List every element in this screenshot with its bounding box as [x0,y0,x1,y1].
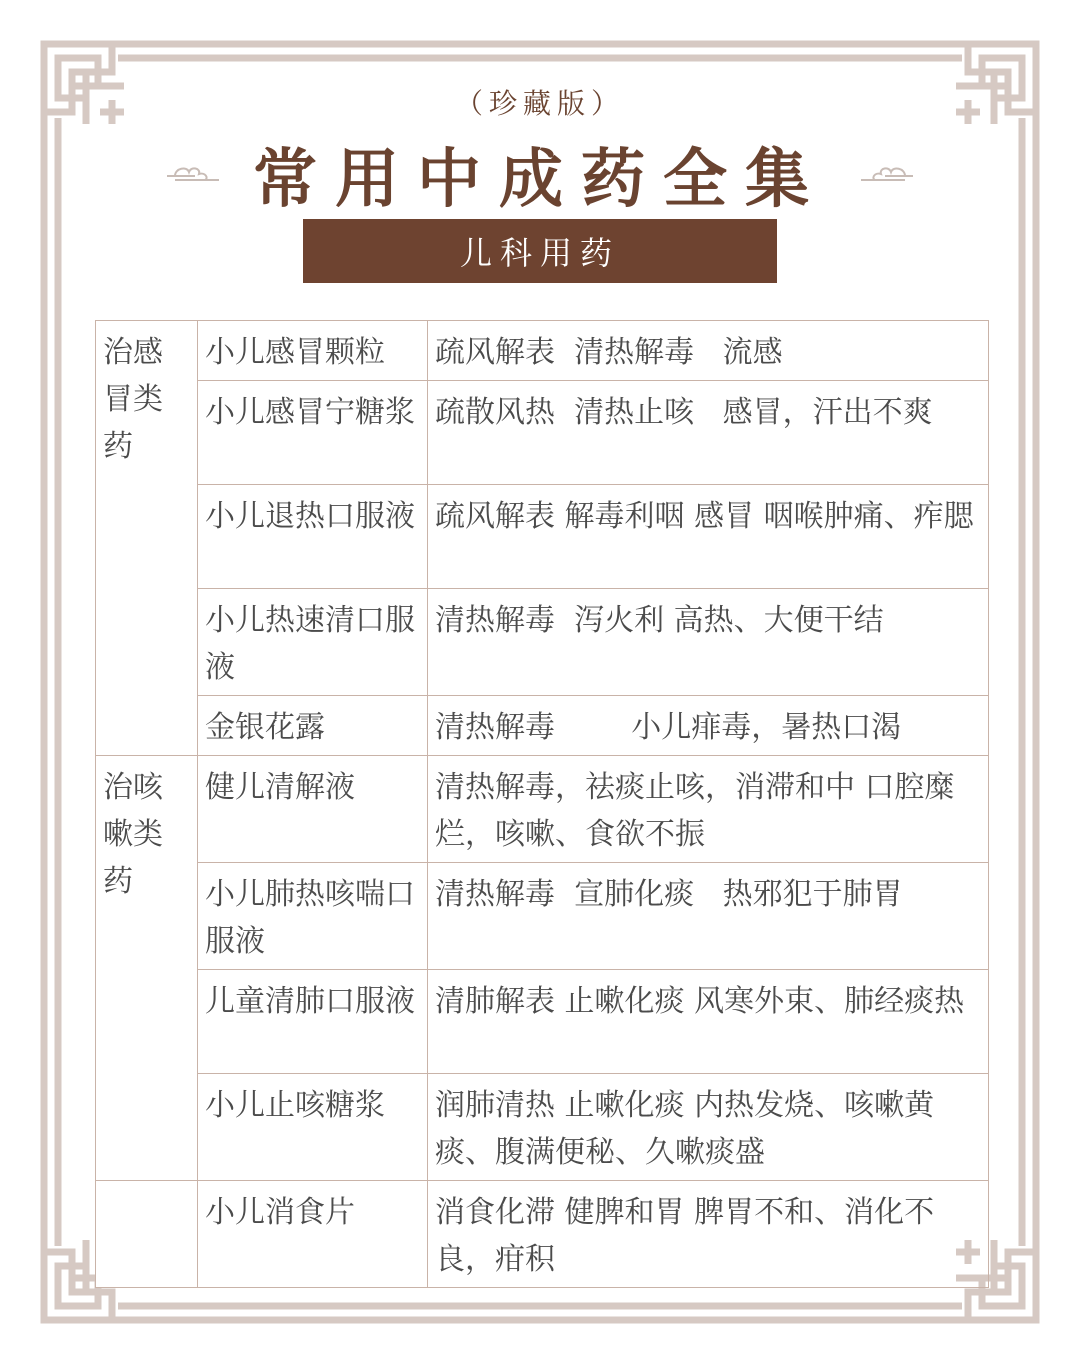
category-cough: 治咳嗽类药 [96,756,198,1181]
section-banner: 儿科用药 [303,219,777,283]
medicine-name: 小儿止咳糖浆 [198,1074,428,1181]
medicine-effect: 清热解毒 泻火利 高热、大便干结 [428,589,989,696]
medicine-name: 小儿退热口服液 [198,485,428,589]
table-row [96,756,989,863]
table-row [96,321,989,381]
cloud-ornament-right-icon [860,160,915,184]
category-cold: 治感冒类药 [96,321,198,756]
table-row [96,863,989,970]
table-row [96,485,989,589]
medicine-name: 小儿感冒宁糖浆 [198,381,428,485]
medicine-name: 小儿感冒颗粒 [198,321,428,381]
medicine-effect: 清热解毒 宣肺化痰 热邪犯于肺胃 [428,863,989,970]
medicine-name: 小儿消食片 [198,1181,428,1288]
medicine-name: 小儿热速清口服液 [198,589,428,696]
medicine-effect: 润肺清热 止嗽化痰 内热发烧、咳嗽黄痰、腹满便秘、久嗽痰盛 [428,1074,989,1181]
medicine-effect: 清肺解表 止嗽化痰 风寒外束、肺经痰热 [428,970,989,1074]
subtitle: （珍藏版） [454,87,625,120]
medicine-name: 金银花露 [198,696,428,756]
medicine-effect: 疏散风热 清热止咳 感冒，汗出不爽 [428,381,989,485]
medicine-table [95,320,989,1288]
table-row [96,696,989,756]
medicine-name: 儿童清肺口服液 [198,970,428,1074]
page-title: 常用中成药全集 [253,142,827,217]
table-row [96,589,989,696]
category-digestion [96,1181,198,1288]
medicine-name: 小儿肺热咳喘口服液 [198,863,428,970]
medicine-effect: 消食化滞 健脾和胃 脾胃不和、消化不良，疳积 [428,1181,989,1288]
medicine-effect: 疏风解表 清热解毒 流感 [428,321,989,381]
medicine-effect: 清热解毒 小儿痱毒，暑热口渴 [428,696,989,756]
table-row [96,1181,989,1288]
medicine-effect: 疏风解表 解毒利咽 感冒 咽喉肿痛、痄腮 [428,485,989,589]
table-row [96,381,989,485]
table-row [96,970,989,1074]
medicine-effect: 清热解毒，祛痰止咳，消滞和中 口腔糜烂，咳嗽、食欲不振 [428,756,989,863]
medicine-name: 健儿清解液 [198,756,428,863]
table-row [96,1074,989,1181]
